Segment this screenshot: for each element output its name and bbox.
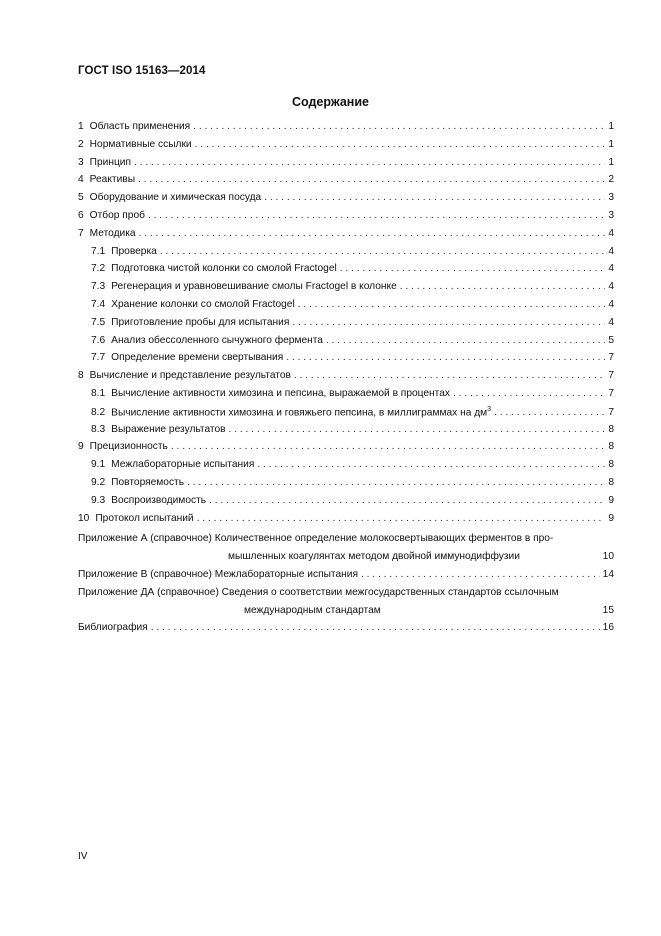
toc-entry-label (91, 459, 254, 470)
toc-page-number: 9 (608, 512, 614, 524)
leader-dots (209, 495, 605, 506)
toc-entry-label (91, 495, 206, 506)
toc-entry-number: 9.2 (91, 476, 106, 488)
toc-page-number: 9 (608, 494, 614, 506)
toc-entry-title: Прецизионность (89, 441, 168, 453)
toc-page-number: 10 (602, 551, 614, 563)
toc-entry (78, 424, 614, 442)
toc-entry-label (78, 441, 168, 452)
toc-entry-number: 8 (78, 370, 84, 382)
toc-entry (78, 192, 614, 210)
toc-entry-number: 7.7 (91, 352, 106, 364)
toc-entry-title: Вычисление активности химозина и говяжьего пепсина, в миллиграммах на дм (111, 407, 488, 419)
toc-entry (78, 406, 614, 424)
toc-entry-number: 1 (78, 121, 84, 132)
appendix-a-title: Приложение А (справочное) Количественное определение молокосвертывающих ферментов в про- (78, 533, 554, 545)
toc-entry-label (91, 388, 450, 399)
toc-page-number: 1 (608, 121, 614, 132)
leader-dots (494, 407, 605, 418)
toc-entry (78, 459, 614, 477)
leader-dots (453, 388, 605, 399)
toc-entry-title: Определение времени свертывания (111, 352, 284, 364)
toc-entry-number: 8.2 (91, 407, 106, 419)
toc-entry (78, 352, 614, 370)
toc-entry-label (78, 174, 135, 185)
toc-entry (78, 317, 614, 335)
toc-entry-label (91, 352, 283, 363)
appendix-b-entry (78, 569, 614, 587)
toc-entry-label (91, 406, 491, 418)
toc-entry-title: Оборудование и химическая посуда (89, 192, 262, 204)
toc-entry-label (91, 299, 295, 310)
toc-entry-label (78, 121, 190, 132)
bibliography-title: Библиография (78, 622, 148, 634)
appendix-da-title: Приложение ДА (справочное) Сведения о соответствии межгосударственных стандартов ссылочным (78, 586, 559, 598)
leader-dots (139, 228, 606, 239)
superscript: 3 (487, 405, 492, 413)
toc-entry-title: Анализ обессоленного сычужного фермента (111, 334, 323, 346)
toc-entry-number: 9 (78, 441, 84, 453)
toc-entry (78, 210, 614, 228)
toc-entry (78, 281, 614, 299)
toc-entry-title: Проверка (111, 245, 157, 257)
toc-entry-number: 9.3 (91, 494, 106, 506)
toc-entry-label (78, 192, 261, 203)
leader-dots (197, 513, 606, 524)
toc-page-number: 4 (608, 227, 614, 239)
toc-entry (78, 388, 614, 406)
toc-entry-label (91, 263, 337, 274)
leader-dots (340, 263, 606, 274)
bibliography-entry (78, 622, 614, 640)
toc-entry-number: 7.6 (91, 334, 106, 346)
leader-dots (195, 139, 606, 150)
toc-entry-title: Приготовление пробы для испытания (111, 316, 290, 328)
leader-dots (134, 157, 605, 168)
toc-entry-label (78, 228, 136, 239)
toc-entry-title: Реактивы (89, 174, 136, 186)
leader-dots (229, 424, 606, 435)
leader-dots (171, 441, 605, 452)
toc-page-number: 7 (608, 352, 614, 364)
toc-entry-number: 8.3 (91, 423, 106, 435)
toc-page-number: 7 (608, 407, 614, 419)
appendix-da-title-cont: международным стандартам (244, 604, 381, 616)
leader-dots (138, 174, 605, 185)
toc-entry-number: 7.4 (91, 298, 106, 310)
toc-entry (78, 228, 614, 246)
toc-entry (78, 441, 614, 459)
toc-entry (78, 121, 614, 139)
toc-page-number: 1 (608, 156, 614, 168)
appendix-b-title: Приложение В (справочное) Межлабораторные испытания (78, 568, 358, 580)
toc-entry-label (78, 157, 131, 168)
toc-entry (78, 174, 614, 192)
toc-page-number: 3 (608, 209, 614, 221)
toc-entry (78, 370, 614, 388)
toc-entry-title: Хранение колонки со смолой Fractogel (111, 298, 295, 310)
toc-entry (78, 495, 614, 513)
toc-entry (78, 513, 614, 531)
toc-entry (78, 139, 614, 157)
toc-entry-title: Вычисление и представление результатов (89, 370, 291, 382)
toc-entry-label (91, 477, 184, 488)
toc-entry-number: 3 (78, 156, 84, 168)
leader-dots (286, 352, 605, 363)
toc-entry (78, 246, 614, 264)
toc-entry-number: 9.1 (91, 459, 106, 471)
leader-dots (257, 459, 605, 470)
document-header: ГОСТ ISO 15163—2014 (78, 65, 206, 77)
toc-page-number: 8 (608, 459, 614, 471)
toc-entry-title: Воспроизводимость (111, 494, 207, 506)
toc-page-number: 8 (608, 423, 614, 435)
toc-entry-number: 7 (78, 227, 84, 239)
toc-entry-title: Подготовка чистой колонки со смолой Fractogel (111, 263, 337, 275)
toc-entry-number: 5 (78, 192, 84, 204)
toc-page-number: 4 (608, 316, 614, 328)
toc-entry-title: Методика (89, 227, 136, 239)
toc-entry-title: Принцип (89, 156, 132, 168)
toc-page-number: 1 (608, 138, 614, 150)
toc-page-number: 8 (608, 476, 614, 488)
toc-entry-label (91, 335, 323, 346)
leader-dots (294, 370, 605, 381)
toc-entry-label (91, 281, 397, 292)
toc-entry-number: 4 (78, 174, 84, 186)
appendix-a-title-cont: мышленных коагулянтах методом двойной иммунодиффузии (228, 551, 520, 563)
toc-entry-title: Повторяемость (111, 476, 185, 488)
leader-dots (400, 281, 606, 292)
toc-entry-number: 6 (78, 209, 84, 221)
leader-dots (361, 569, 600, 580)
toc-entry-number: 7.5 (91, 316, 106, 328)
toc-entry-title: Область применения (89, 121, 191, 132)
toc-page-number: 14 (602, 568, 614, 580)
toc-page-number: 4 (608, 263, 614, 275)
toc-entry-label (91, 246, 157, 257)
toc-page-number: 16 (602, 622, 614, 634)
toc-entry (78, 299, 614, 317)
toc-page-number: 2 (608, 174, 614, 186)
page-title: Содержание (291, 95, 369, 109)
leader-dots (292, 317, 605, 328)
toc-entry-title: Вычисление активности химозина и пепсина, выражаемой в процентах (111, 387, 450, 399)
toc-entry-title: Нормативные ссылки (89, 138, 192, 150)
toc-entry-number: 7.2 (91, 263, 106, 275)
toc-entry-label (91, 317, 289, 328)
toc-entry-title: Протокол испытаний (95, 512, 194, 524)
leader-dots (160, 246, 606, 257)
toc-entry-title: Межлабораторные испытания (111, 459, 255, 471)
toc-page-number: 4 (608, 298, 614, 310)
toc-entry-number: 7.3 (91, 281, 106, 293)
leader-dots (148, 210, 605, 221)
toc-entry-label (91, 424, 226, 435)
toc-entry-number: 8.1 (91, 387, 106, 399)
toc-page-number: 8 (608, 441, 614, 453)
leader-dots (326, 335, 605, 346)
toc-page-number: 5 (608, 334, 614, 346)
toc-page-number: 7 (608, 387, 614, 399)
toc-entry-number: 7.1 (91, 245, 106, 257)
toc-entry-number: 10 (78, 512, 90, 524)
toc-page-number: 4 (608, 245, 614, 257)
toc-page-number: 4 (608, 281, 614, 293)
toc-entry (78, 477, 614, 495)
toc-page-number: 3 (608, 192, 614, 204)
toc-entry-number: 2 (78, 138, 84, 150)
toc-entry-label (78, 210, 145, 221)
leader-dots (264, 192, 605, 203)
toc-entry-label (78, 513, 194, 524)
appendix-a-entry (78, 533, 614, 569)
toc-entry-title: Выражение результатов (111, 423, 226, 435)
toc-entry (78, 263, 614, 281)
toc-entry (78, 335, 614, 353)
page-number-footer: IV (78, 851, 88, 862)
appendix-da-entry (78, 587, 614, 623)
toc-entry-title: Отбор проб (89, 209, 145, 221)
toc-entry (78, 157, 614, 175)
toc-page-number: 7 (608, 370, 614, 382)
toc-page-number: 15 (602, 604, 614, 616)
leader-dots (151, 622, 600, 633)
leader-dots (298, 299, 606, 310)
table-of-contents (78, 121, 614, 640)
leader-dots (193, 121, 605, 132)
toc-entry-label (78, 139, 192, 150)
toc-entry-label (78, 370, 291, 381)
toc-entry-title: Регенерация и уравновешивание смолы Fractogel в колонке (111, 281, 397, 293)
leader-dots (187, 477, 605, 488)
